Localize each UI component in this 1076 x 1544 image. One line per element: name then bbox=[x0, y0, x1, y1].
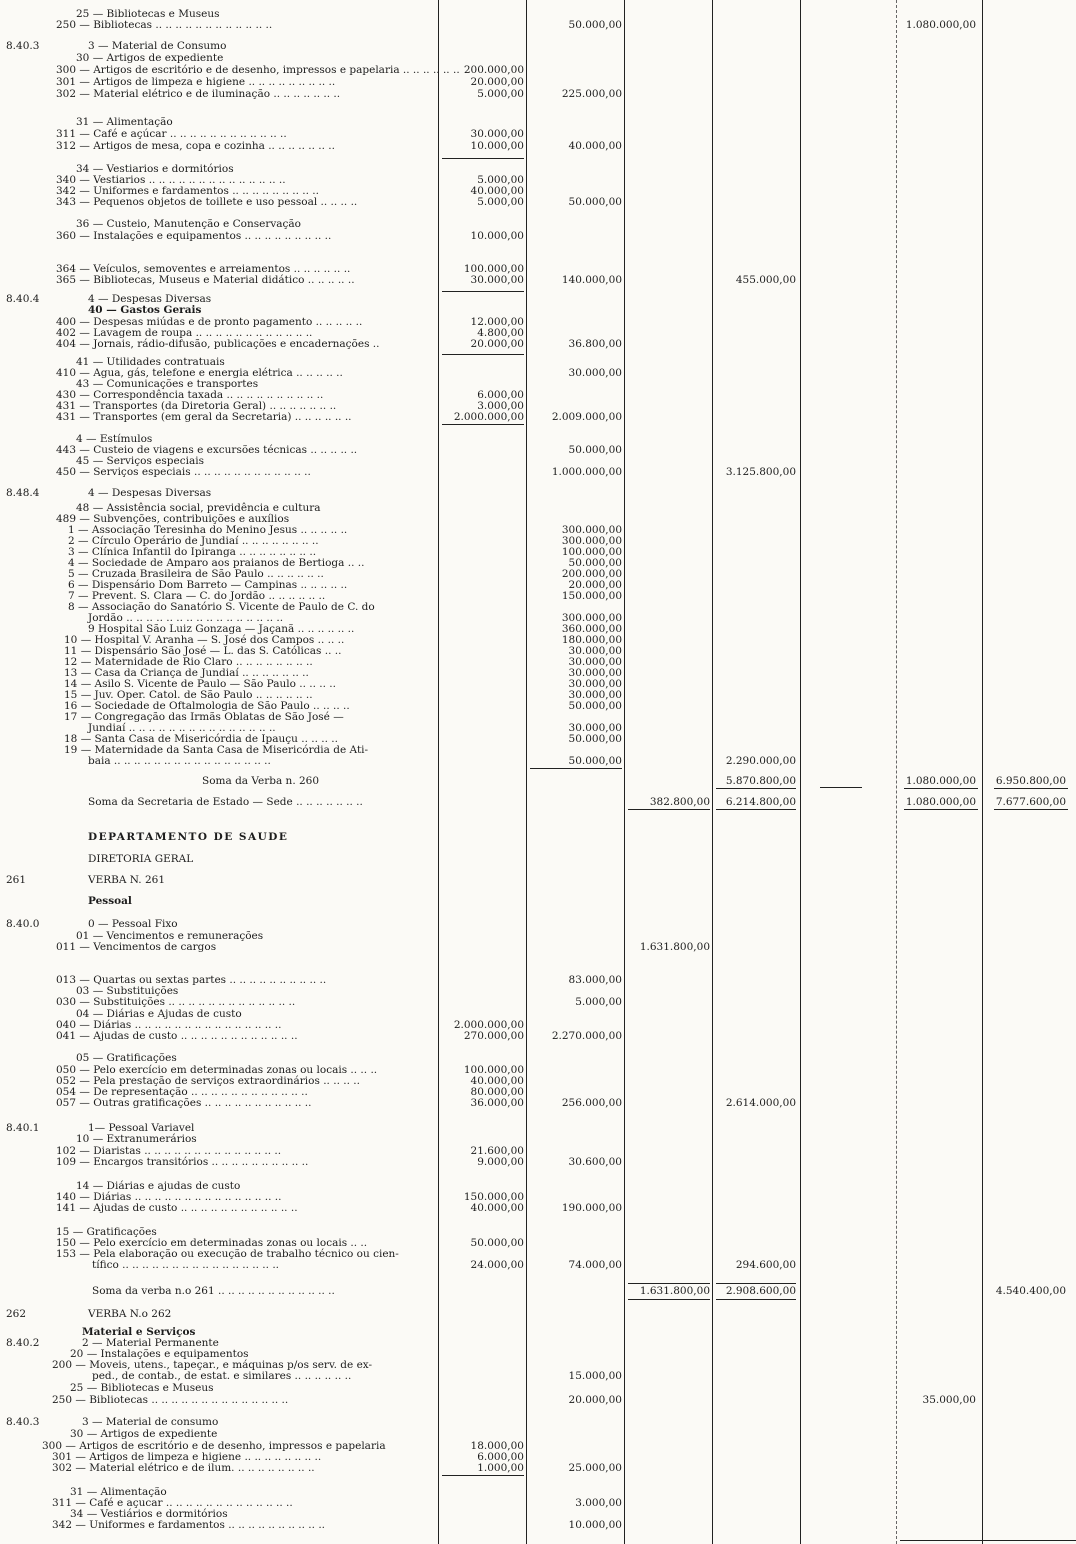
amount-c1: 10.000,00 bbox=[470, 140, 524, 152]
amount-c1: 36.000,00 bbox=[470, 1097, 524, 1109]
amount-c1: 2.000.000,00 bbox=[453, 1019, 524, 1031]
row-label: 150 — Pelo exercício em determinadas zonas ou locais .. .. bbox=[56, 1237, 368, 1249]
amount-c1: 2.000.000,00 bbox=[453, 411, 524, 423]
amount-c2: 30.000,00 bbox=[568, 367, 622, 379]
row-label: 443 — Custeio de viagens e excursões técnicas .. .. .. .. .. bbox=[56, 444, 358, 456]
amount-c2: 50.000,00 bbox=[568, 755, 622, 767]
budget-row bbox=[0, 20, 1076, 32]
amount-c1: 12.000,00 bbox=[470, 316, 524, 328]
sum-rule bbox=[442, 354, 524, 355]
row-code: 262 bbox=[6, 1308, 27, 1320]
amount-c2: 1.000.000,00 bbox=[551, 466, 622, 478]
row-label: 489 — Subvenções, contribuições e auxílios bbox=[56, 513, 290, 525]
row-label: DEPARTAMENTO DE SAUDE bbox=[88, 831, 289, 843]
row-label: 15 — Gratificações bbox=[56, 1226, 157, 1238]
budget-row bbox=[0, 896, 1076, 908]
budget-row bbox=[0, 1309, 1076, 1321]
amount-c7: 7.677.600,00 bbox=[995, 796, 1066, 808]
amount-c1: 30.000,00 bbox=[470, 274, 524, 286]
row-label: 12 — Maternidade de Rio Claro .. .. .. .. .. .. .. .. bbox=[64, 656, 313, 668]
amount-c2: 36.800,00 bbox=[568, 338, 622, 350]
row-label: 041 — Ajudas de custo .. .. .. .. .. .. .. .. .. .. .. .. bbox=[56, 1030, 298, 1042]
amount-c2: 50.000,00 bbox=[568, 557, 622, 569]
amount-c2: 300.000,00 bbox=[561, 524, 622, 536]
row-label: 431 — Transportes (em geral da Secretaria) .. .. .. .. .. .. bbox=[56, 411, 352, 423]
budget-row bbox=[0, 776, 1076, 788]
budget-row bbox=[0, 339, 1076, 351]
row-label: Pessoal bbox=[88, 895, 132, 907]
amount-c4: 5.870.800,00 bbox=[725, 775, 796, 787]
budget-row bbox=[0, 141, 1076, 153]
budget-row bbox=[0, 412, 1076, 424]
row-label: 342 — Uniformes e fardamentos .. .. .. .. .. .. .. .. .. .. bbox=[52, 1519, 325, 1531]
row-label: 040 — Diárias .. .. .. .. .. .. .. .. .. .. .. .. .. .. .. bbox=[56, 1019, 282, 1031]
sum-rule bbox=[900, 1540, 1076, 1541]
row-label: 34 — Vestiarios e dormitórios bbox=[76, 163, 234, 175]
row-label: 34 — Vestiários e dormitórios bbox=[70, 1508, 228, 1520]
amount-c2: 5.000,00 bbox=[575, 996, 622, 1008]
row-label: DIRETORIA GERAL bbox=[88, 853, 194, 865]
sum-rule bbox=[994, 788, 1068, 789]
amount-c2: 30.000,00 bbox=[568, 645, 622, 657]
sum-rule bbox=[628, 1299, 710, 1300]
row-label: 301 — Artigos de limpeza e higiene .. .. .. .. .. .. .. .. bbox=[52, 1451, 322, 1463]
amount-c6: 1.080.000,00 bbox=[905, 775, 976, 787]
amount-c1: 150.000,00 bbox=[463, 1191, 524, 1203]
row-code: 8.40.3 bbox=[6, 40, 40, 52]
row-label: 3 — Material de Consumo bbox=[88, 40, 227, 52]
budget-row bbox=[0, 231, 1076, 243]
budget-row bbox=[0, 89, 1076, 101]
row-label: 404 — Jornais, rádio-difusão, publicações e encadernações .. bbox=[56, 338, 380, 350]
row-label: 30 — Artigos de expediente bbox=[70, 1428, 218, 1440]
amount-c4: 2.908.600,00 bbox=[725, 1285, 796, 1297]
amount-c2: 30.600,00 bbox=[568, 1156, 622, 1168]
sum-rule bbox=[994, 809, 1068, 810]
amount-c1: 4.800,00 bbox=[477, 327, 524, 339]
amount-c1: 270.000,00 bbox=[463, 1030, 524, 1042]
row-label: tífico .. .. .. .. .. .. .. .. .. .. .. .. .. .. .. .. bbox=[92, 1259, 279, 1271]
amount-c1: 18.000,00 bbox=[470, 1440, 524, 1452]
row-code: 261 bbox=[6, 874, 27, 886]
row-label: 19 — Maternidade da Santa Casa de Misericórdia de Ati- bbox=[64, 744, 369, 756]
amount-c2: 30.000,00 bbox=[568, 667, 622, 679]
amount-c1: 10.000,00 bbox=[470, 230, 524, 242]
amount-c2: 3.000,00 bbox=[575, 1497, 622, 1509]
amount-c7: 4.540.400,00 bbox=[995, 1285, 1066, 1297]
row-label: 30 — Artigos de expediente bbox=[76, 52, 224, 64]
row-label: 16 — Sociedade de Oftalmologia de São Paulo .. .. .. .. bbox=[64, 700, 350, 712]
amount-c4: 2.614.000,00 bbox=[725, 1097, 796, 1109]
amount-c2: 180.000,00 bbox=[561, 634, 622, 646]
amount-c4: 294.600,00 bbox=[735, 1259, 796, 1271]
row-label: 3 — Material de consumo bbox=[82, 1416, 219, 1428]
budget-row bbox=[0, 275, 1076, 287]
row-label: 400 — Despesas miúdas e de pronto pagamento .. .. .. .. .. bbox=[56, 316, 363, 328]
budget-row bbox=[0, 197, 1076, 209]
row-label: 360 — Instalações e equipamentos .. .. .. .. .. .. .. .. .. bbox=[56, 230, 332, 242]
row-label: 302 — Material elétrico e de iluminação .. .. .. .. .. .. .. bbox=[56, 88, 341, 100]
row-label: 41 — Utilidades contratuais bbox=[76, 356, 225, 368]
row-label: 14 — Asilo S. Vicente de Paulo — São Paulo .. .. .. .. bbox=[64, 678, 336, 690]
row-label: 8 — Associação do Sanatório S. Vicente de Paulo de C. do bbox=[68, 601, 375, 613]
amount-c1: 40.000,00 bbox=[470, 1202, 524, 1214]
amount-c2: 20.000,00 bbox=[568, 1394, 622, 1406]
amount-c6: 35.000,00 bbox=[922, 1394, 976, 1406]
row-label: 364 — Veículos, semoventes e arreiamentos .. .. .. .. .. .. bbox=[56, 263, 351, 275]
row-label: 141 — Ajudas de custo .. .. .. .. .. .. .. .. .. .. .. .. bbox=[56, 1202, 298, 1214]
row-label: 109 — Encargos transitórios .. .. .. .. .. .. .. .. .. .. bbox=[56, 1156, 309, 1168]
amount-c2: 50.000,00 bbox=[568, 19, 622, 31]
amount-c2: 20.000,00 bbox=[568, 579, 622, 591]
row-code: 8.40.3 bbox=[6, 1416, 40, 1428]
row-label: 311 — Café e açucar .. .. .. .. .. .. .. .. .. .. .. .. .. bbox=[52, 1497, 293, 1509]
row-label: 18 — Santa Casa de Misericórdia de Ipauçu .. .. .. .. bbox=[64, 733, 338, 745]
row-label: 300 — Artigos de escritório e de desenho, impressos e papelaria bbox=[42, 1440, 386, 1452]
row-label: 31 — Alimentação bbox=[76, 116, 173, 128]
amount-c3: 1.631.800,00 bbox=[639, 1285, 710, 1297]
row-label: Jordão .. .. .. .. .. .. .. .. .. .. .. .. .. .. .. .. bbox=[88, 612, 284, 624]
amount-c2: 190.000,00 bbox=[561, 1202, 622, 1214]
row-label: Soma da Verba n. 260 bbox=[202, 775, 320, 787]
budget-row bbox=[0, 467, 1076, 479]
sum-rule bbox=[628, 1283, 710, 1284]
row-label: 43 — Comunicações e transportes bbox=[76, 378, 259, 390]
amount-c1: 80.000,00 bbox=[470, 1086, 524, 1098]
sum-rule bbox=[530, 768, 622, 769]
amount-c1: 3.000,00 bbox=[477, 400, 524, 412]
sum-rule bbox=[716, 809, 796, 810]
row-label: 0 — Pessoal Fixo bbox=[88, 918, 178, 930]
amount-c2: 50.000,00 bbox=[568, 733, 622, 745]
amount-c4: 2.290.000,00 bbox=[725, 755, 796, 767]
budget-row bbox=[0, 942, 1076, 954]
row-label: Jundiaí .. .. .. .. .. .. .. .. .. .. .. .. .. .. .. bbox=[88, 722, 276, 734]
budget-row bbox=[0, 1520, 1076, 1532]
row-label: 17 — Congregação das Irmãs Oblatas de São José — bbox=[64, 711, 344, 723]
row-code: 8.40.4 bbox=[6, 293, 40, 305]
amount-c2: 74.000,00 bbox=[568, 1259, 622, 1271]
row-label: 7 — Prevent. S. Clara — C. do Jordão .. .. .. .. .. .. bbox=[68, 590, 326, 602]
row-label: baia .. .. .. .. .. .. .. .. .. .. .. .. .. .. .. .. bbox=[88, 755, 271, 767]
amount-c2: 50.000,00 bbox=[568, 196, 622, 208]
budget-row bbox=[0, 1395, 1076, 1407]
row-label: 10 — Hospital V. Aranha — S. José dos Campos .. .. .. bbox=[64, 634, 345, 646]
row-label: 20 — Instalações e equipamentos bbox=[70, 1348, 249, 1360]
amount-c2: 50.000,00 bbox=[568, 700, 622, 712]
amount-c3: 382.800,00 bbox=[649, 796, 710, 808]
row-label: 40 — Gastos Gerais bbox=[88, 304, 202, 316]
row-label: 5 — Cruzada Brasileira de São Paulo .. .. .. .. .. .. bbox=[68, 568, 324, 580]
budget-row bbox=[0, 1031, 1076, 1043]
row-label: 4 — Sociedade de Amparo aos praianos de Bertioga .. .. bbox=[68, 557, 365, 569]
amount-c4: 455.000,00 bbox=[735, 274, 796, 286]
row-label: 050 — Pelo exercício em determinadas zonas ou locais .. .. .. bbox=[56, 1064, 378, 1076]
row-label: 153 — Pela elaboração ou execução de trabalho técnico ou cien- bbox=[56, 1248, 399, 1260]
amount-c2: 30.000,00 bbox=[568, 656, 622, 668]
amount-c2: 256.000,00 bbox=[561, 1097, 622, 1109]
row-label: 054 — De representação .. .. .. .. .. .. .. .. .. .. .. .. bbox=[56, 1086, 308, 1098]
row-label: 431 — Transportes (da Diretoria Geral) .. .. .. .. .. .. .. bbox=[56, 400, 337, 412]
row-label: 05 — Gratificações bbox=[76, 1052, 177, 1064]
row-label: 011 — Vencimentos de cargos bbox=[56, 941, 217, 953]
amount-c1: 100.000,00 bbox=[463, 1064, 524, 1076]
row-label: 45 — Serviços especiais bbox=[76, 455, 204, 467]
sum-rule bbox=[442, 291, 524, 292]
row-label: 1— Pessoal Variavel bbox=[88, 1122, 195, 1134]
amount-c2: 30.000,00 bbox=[568, 689, 622, 701]
row-label: 312 — Artigos de mesa, copa e cozinha .. .. .. .. .. .. .. bbox=[56, 140, 335, 152]
amount-c2: 360.000,00 bbox=[561, 623, 622, 635]
sum-rule bbox=[904, 788, 978, 789]
row-code: 8.40.1 bbox=[6, 1122, 40, 1134]
row-label: 31 — Alimentação bbox=[70, 1486, 167, 1498]
amount-c2: 140.000,00 bbox=[561, 274, 622, 286]
sum-rule bbox=[442, 1475, 524, 1476]
amount-c2: 100.000,00 bbox=[561, 546, 622, 558]
budget-row bbox=[0, 1203, 1076, 1215]
row-label: 013 — Quartas ou sextas partes .. .. .. .. .. .. .. .. .. .. bbox=[56, 974, 327, 986]
budget-row bbox=[0, 875, 1076, 887]
row-label: 36 — Custeio, Manutenção e Conservação bbox=[76, 218, 301, 230]
amount-c1: 30.000,00 bbox=[470, 128, 524, 140]
row-label: 2 — Círculo Operário de Jundiaí .. .. .. .. .. .. .. .. bbox=[68, 535, 319, 547]
row-label: 2 — Material Permanente bbox=[82, 1337, 219, 1349]
row-label: 1 — Associação Teresinha do Menino Jesus .. .. .. .. .. bbox=[68, 524, 348, 536]
row-label: 250 — Bibliotecas .. .. .. .. .. .. .. .. .. .. .. .. bbox=[56, 19, 273, 31]
row-label: 450 — Serviços especiais .. .. .. .. .. .. .. .. .. .. .. .. bbox=[56, 466, 311, 478]
row-label: 200 — Moveis, utens., tapeçar., e máquinas p/os serv. de ex- bbox=[52, 1359, 373, 1371]
amount-c2: 25.000,00 bbox=[568, 1462, 622, 1474]
row-label: 030 — Substituições .. .. .. .. .. .. .. .. .. .. .. .. .. bbox=[56, 996, 296, 1008]
budget-row bbox=[0, 1157, 1076, 1169]
amount-c1: 20.000,00 bbox=[470, 338, 524, 350]
row-label: 25 — Bibliotecas e Museus bbox=[76, 8, 220, 20]
budget-row bbox=[0, 832, 1076, 844]
amount-c1: 6.000,00 bbox=[477, 389, 524, 401]
amount-c1: 40.000,00 bbox=[470, 185, 524, 197]
budget-row bbox=[0, 1260, 1076, 1272]
row-label: 13 — Casa da Criança de Jundiaí .. .. .. .. .. .. .. bbox=[64, 667, 309, 679]
amount-c1: 5.000,00 bbox=[477, 174, 524, 186]
row-label: 301 — Artigos de limpeza e higiene .. .. .. .. .. .. .. .. .. bbox=[56, 76, 336, 88]
sum-rule bbox=[904, 809, 978, 810]
sum-rule bbox=[716, 1283, 796, 1284]
row-label: 6 — Dispensário Dom Barreto — Campinas .. .. .. .. .. bbox=[68, 579, 348, 591]
row-code: 8.40.2 bbox=[6, 1337, 40, 1349]
amount-c6: 1.080.000,00 bbox=[905, 796, 976, 808]
amount-c6: 1.080.000,00 bbox=[905, 19, 976, 31]
row-label: 402 — Lavagem de roupa .. .. .. .. .. .. .. .. .. .. .. .. bbox=[56, 327, 313, 339]
row-label: 052 — Pela prestação de serviços extraordinários .. .. .. .. bbox=[56, 1075, 360, 1087]
amount-c1: 100.000,00 bbox=[463, 263, 524, 275]
amount-c2: 30.000,00 bbox=[568, 678, 622, 690]
row-label: 410 — Agua, gás, telefone e energia elétrica .. .. .. .. .. bbox=[56, 367, 343, 379]
row-label: 302 — Material elétrico e de ilum. .. .. .. .. .. .. .. .. bbox=[52, 1462, 315, 1474]
budget-row bbox=[0, 797, 1076, 809]
budget-row bbox=[0, 1286, 1076, 1298]
amount-c2: 50.000,00 bbox=[568, 444, 622, 456]
amount-c2: 150.000,00 bbox=[561, 590, 622, 602]
row-label: 25 — Bibliotecas e Museus bbox=[70, 1382, 214, 1394]
row-label: ped., de contab., de estat. e similares .. .. .. .. .. .. bbox=[92, 1370, 352, 1382]
amount-c2: 225.000,00 bbox=[561, 88, 622, 100]
row-label: 057 — Outras gratificações .. .. .. .. .. .. .. .. .. .. .. bbox=[56, 1097, 312, 1109]
amount-c3: 1.631.800,00 bbox=[639, 941, 710, 953]
row-label: 01 — Vencimentos e remunerações bbox=[76, 930, 264, 942]
amount-c2: 15.000,00 bbox=[568, 1370, 622, 1382]
row-label: 4 — Despesas Diversas bbox=[88, 293, 212, 305]
amount-c2: 2.270.000,00 bbox=[551, 1030, 622, 1042]
row-label: 300 — Artigos de escritório e de desenho, impressos e papelaria .. .. .. .. .. .. bbox=[56, 64, 460, 76]
amount-c2: 200.000,00 bbox=[561, 568, 622, 580]
sum-rule bbox=[442, 424, 524, 425]
row-label: Soma da verba n.o 261 .. .. .. .. .. .. .. .. .. .. .. .. bbox=[92, 1285, 335, 1297]
amount-c2: 10.000,00 bbox=[568, 1519, 622, 1531]
row-label: 10 — Extranumerários bbox=[76, 1133, 197, 1145]
row-label: Material e Serviços bbox=[82, 1326, 196, 1338]
row-label: 11 — Dispensário São José — L. das S. Católicas .. .. bbox=[64, 645, 342, 657]
budget-row bbox=[0, 854, 1076, 866]
amount-c1: 6.000,00 bbox=[477, 1451, 524, 1463]
row-label: 340 — Vestiarios .. .. .. .. .. .. .. .. .. .. .. .. .. .. bbox=[56, 174, 286, 186]
amount-c7: 6.950.800,00 bbox=[995, 775, 1066, 787]
amount-c1: 20.000,00 bbox=[470, 76, 524, 88]
amount-c1: 21.600,00 bbox=[470, 1145, 524, 1157]
amount-c2: 2.009.000,00 bbox=[551, 411, 622, 423]
amount-c1: 1.000,00 bbox=[477, 1462, 524, 1474]
sum-rule bbox=[628, 809, 710, 810]
amount-c2: 30.000,00 bbox=[568, 722, 622, 734]
row-code: 8.40.0 bbox=[6, 918, 40, 930]
row-label: 4 — Despesas Diversas bbox=[88, 487, 212, 499]
amount-c1: 24.000,00 bbox=[470, 1259, 524, 1271]
amount-c1: 50.000,00 bbox=[470, 1237, 524, 1249]
amount-c2: 40.000,00 bbox=[568, 140, 622, 152]
row-label: 48 — Assistência social, previdência e cultura bbox=[76, 502, 321, 514]
budget-row bbox=[0, 756, 1076, 768]
amount-c1: 5.000,00 bbox=[477, 196, 524, 208]
row-label: 9 Hospital São Luiz Gonzaga — Jaçanã .. .. .. .. .. .. bbox=[88, 623, 355, 635]
amount-c2: 300.000,00 bbox=[561, 535, 622, 547]
row-label: 14 — Diárias e ajudas de custo bbox=[76, 1180, 241, 1192]
row-label: 430 — Correspondência taxada .. .. .. .. .. .. .. .. .. .. bbox=[56, 389, 324, 401]
row-label: 250 — Bibliotecas .. .. .. .. .. .. .. .. .. .. .. .. .. .. bbox=[52, 1394, 289, 1406]
budget-row bbox=[0, 1463, 1076, 1475]
amount-c4: 3.125.800,00 bbox=[725, 466, 796, 478]
budget-row bbox=[0, 1098, 1076, 1110]
row-label: 102 — Diaristas .. .. .. .. .. .. .. .. .. .. .. .. .. .. bbox=[56, 1145, 282, 1157]
row-label: 342 — Uniformes e fardamentos .. .. .. .. .. .. .. .. .. bbox=[56, 185, 319, 197]
amount-c2: 300.000,00 bbox=[561, 612, 622, 624]
row-label: 311 — Café e açúcar .. .. .. .. .. .. .. .. .. .. .. .. bbox=[56, 128, 287, 140]
row-label: 15 — Juv. Oper. Catol. de São Paulo .. .. .. .. .. .. bbox=[64, 689, 313, 701]
sum-rule bbox=[442, 158, 524, 159]
row-label: VERBA N. 261 bbox=[88, 874, 166, 886]
row-label: VERBA N.o 262 bbox=[88, 1308, 172, 1320]
amount-c2: 83.000,00 bbox=[568, 974, 622, 986]
row-label: 4 — Estímulos bbox=[76, 433, 153, 445]
row-label: 03 — Substituições bbox=[76, 985, 179, 997]
budget-row bbox=[0, 488, 1076, 500]
row-label: 3 — Clínica Infantil do Ipiranga .. .. .. .. .. .. .. .. bbox=[68, 546, 317, 558]
amount-c1: 5.000,00 bbox=[477, 88, 524, 100]
row-label: 04 — Diárias e Ajudas de custo bbox=[76, 1008, 242, 1020]
row-label: 343 — Pequenos objetos de toillete e uso pessoal .. .. .. .. bbox=[56, 196, 358, 208]
row-label: 365 — Bibliotecas, Museus e Material didático .. .. .. .. .. bbox=[56, 274, 355, 286]
sum-rule bbox=[716, 788, 796, 789]
sum-rule bbox=[716, 1299, 796, 1300]
amount-c1: 200.000,00 bbox=[463, 64, 524, 76]
amount-c4: 6.214.800,00 bbox=[725, 796, 796, 808]
row-code: 8.48.4 bbox=[6, 487, 40, 499]
amount-c1: 40.000,00 bbox=[470, 1075, 524, 1087]
row-label: 140 — Diárias .. .. .. .. .. .. .. .. .. .. .. .. .. .. .. bbox=[56, 1191, 282, 1203]
row-label: Soma da Secretaria de Estado — Sede .. .. .. .. .. .. .. bbox=[88, 796, 363, 808]
amount-c1: 9.000,00 bbox=[477, 1156, 524, 1168]
